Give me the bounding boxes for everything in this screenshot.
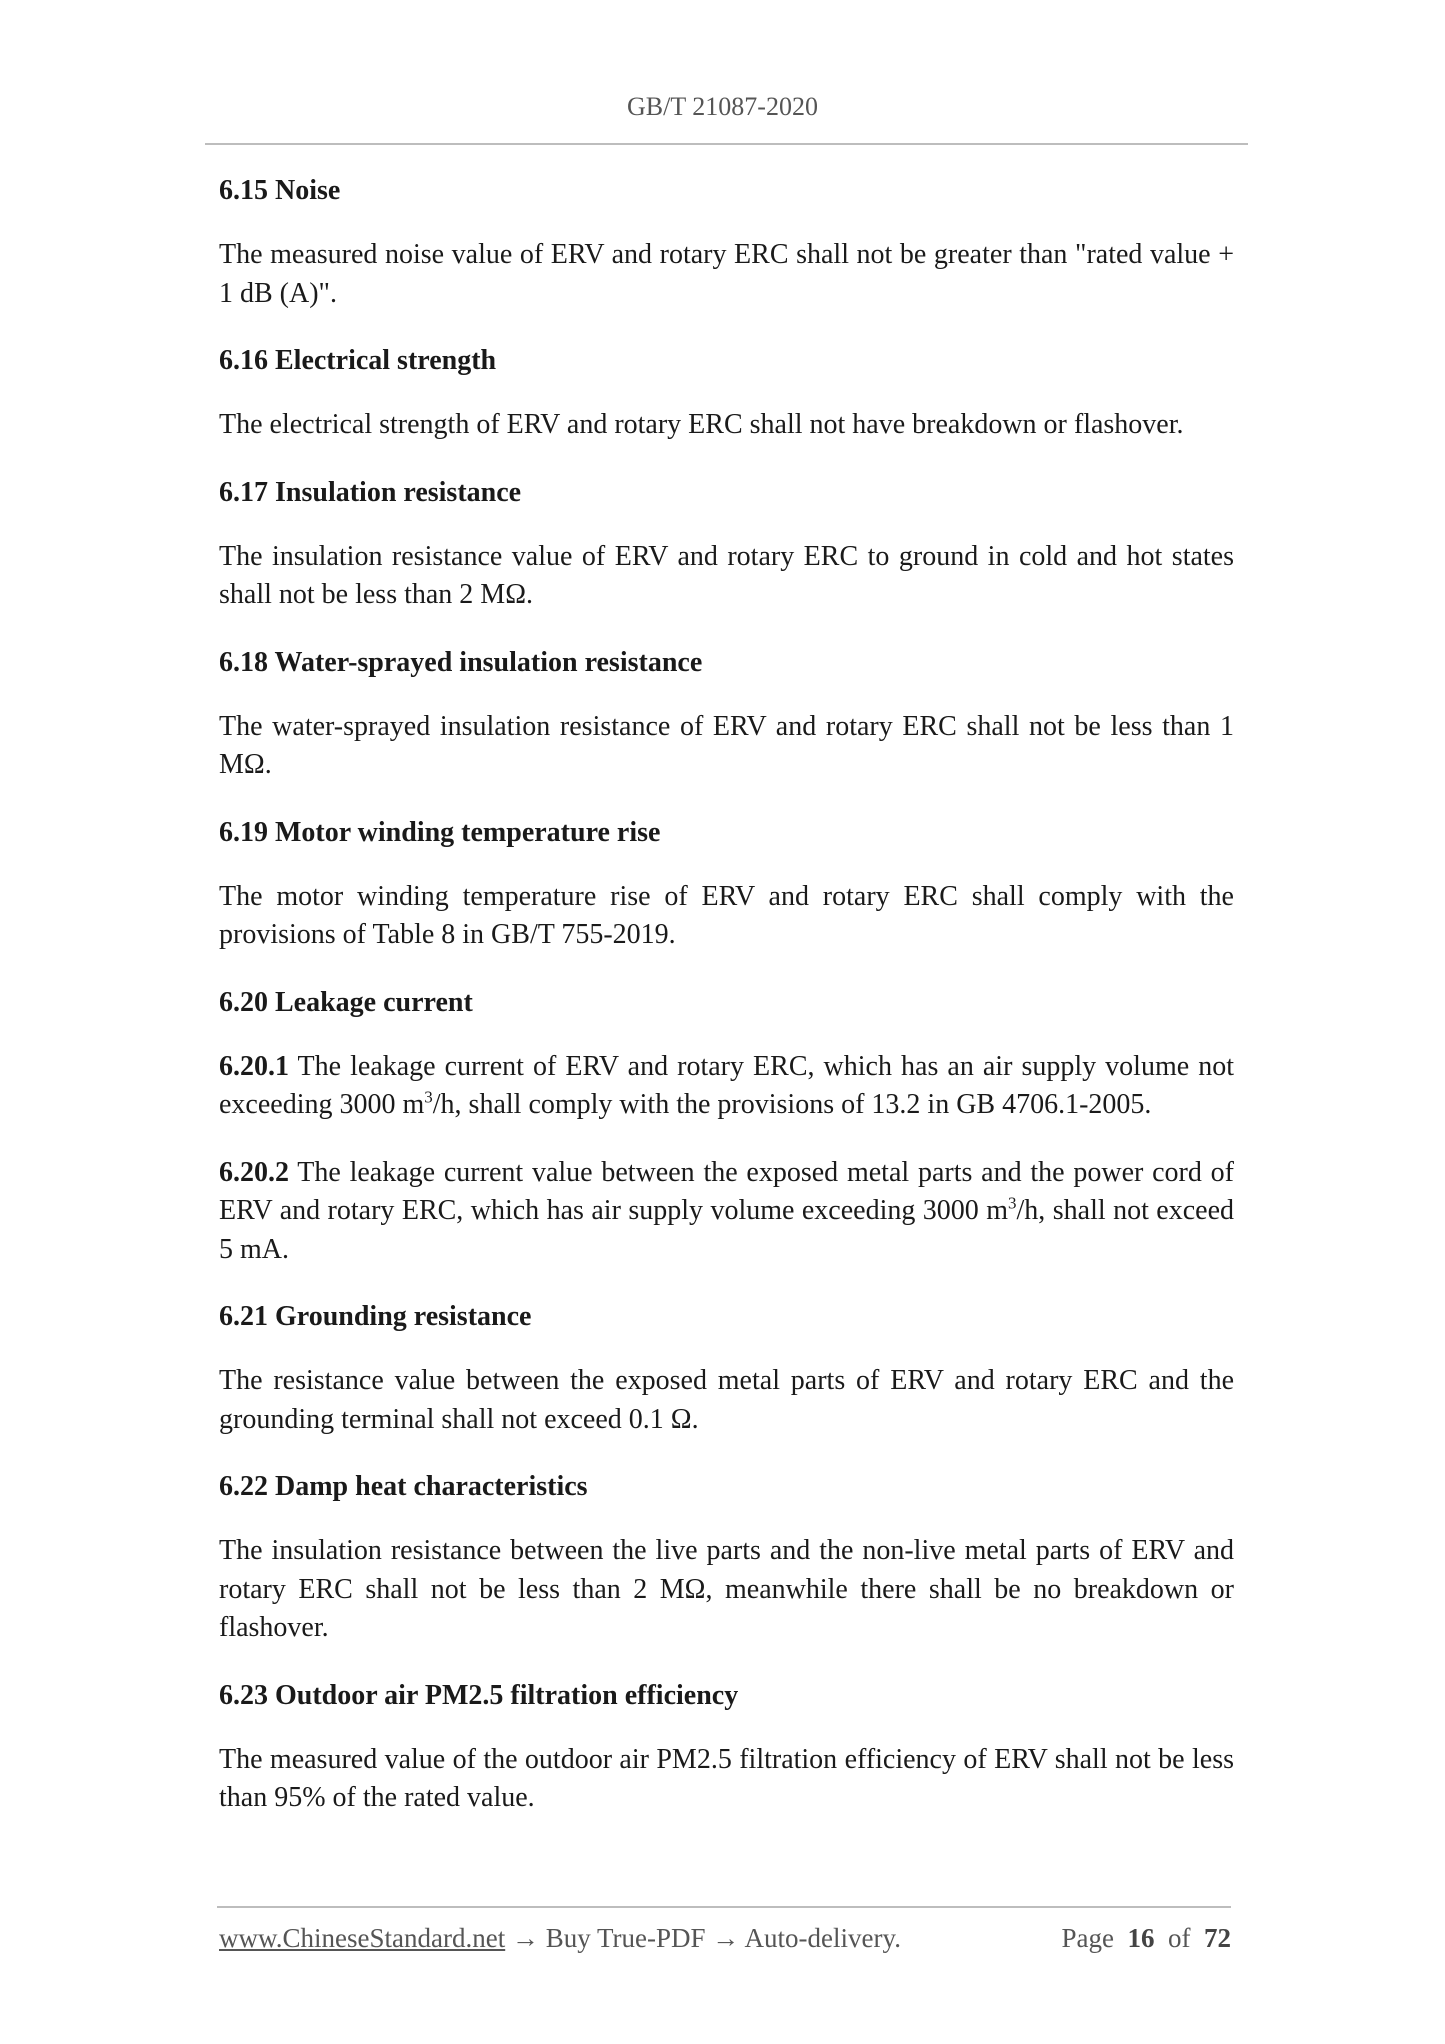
arrow-right-icon: → — [712, 1923, 740, 1953]
section-6-18 — [219, 644, 1234, 785]
subclause-text: The leakage current value between the exposed metal parts and the power cord of ERV and rotary ERC, which has air supply volume exceeding 3000 m — [219, 1156, 1234, 1226]
section-6-19 — [219, 814, 1234, 955]
website-link[interactable]: www.ChineseStandard.net — [219, 1923, 506, 1953]
section-heading: 6.15 Noise — [219, 175, 341, 206]
section-heading: 6.18 Water-sprayed insulation resistance — [219, 646, 703, 678]
section-paragraph: The insulation resistance between the live parts and the non-live metal parts of ERV and rotary ERC shall not be less than 2 MΩ, meanwhile there shall be no breakdown or flashover. — [219, 1535, 1234, 1643]
header-divider — [205, 143, 1248, 145]
of-label: of — [1168, 1923, 1191, 1953]
section-heading: 6.16 Electrical strength — [219, 345, 497, 376]
section-paragraph: The measured value of the outdoor air PM2.5 filtration efficiency of ERV shall not be less than 95% of the rated value. — [219, 1743, 1234, 1813]
current-page: 16 — [1127, 1923, 1155, 1953]
superscript: 3 — [1008, 1193, 1017, 1213]
buy-true-pdf-text: Buy True-PDF — [545, 1923, 706, 1953]
subclause-6-20-1 — [219, 1048, 1234, 1125]
section-heading: 6.17 Insulation resistance — [219, 476, 522, 508]
section-paragraph: The motor winding temperature rise of ERV and rotary ERC shall comply with the provisions of Table 8 in GB/T 755-2019. — [219, 880, 1234, 950]
subclause-text: /h, shall not exceed 5 mA. — [219, 1195, 1234, 1265]
section-6-23 — [219, 1677, 1234, 1818]
total-pages: 72 — [1204, 1923, 1231, 1953]
section-6-15 — [219, 172, 1234, 313]
section-6-22 — [219, 1468, 1234, 1648]
section-paragraph: The insulation resistance value of ERV and rotary ERC to ground in cold and hot states shall not be less than 2 MΩ. — [219, 540, 1234, 610]
page-label: Page — [1061, 1923, 1114, 1953]
footer-divider — [217, 1906, 1231, 1908]
section-paragraph: The water-sprayed insulation resistance of ERV and rotary ERC shall not be less than 1 MΩ. — [219, 710, 1234, 780]
section-heading: 6.22 Damp heat characteristics — [219, 1471, 588, 1502]
section-heading: 6.20 Leakage current — [219, 986, 473, 1018]
section-paragraph: The resistance value between the exposed metal parts of ERV and rotary ERC and the grounding terminal shall not exceed 0.1 Ω. — [219, 1365, 1234, 1435]
section-paragraph: The measured noise value of ERV and rotary ERC shall not be greater than "rated value + 1 dB (A)". — [219, 239, 1234, 309]
subclause-6-20-2 — [219, 1154, 1234, 1270]
superscript: 3 — [424, 1087, 433, 1107]
section-6-20 — [219, 984, 1234, 1270]
footer-links — [219, 1923, 901, 1954]
subclause-text: The leakage current of ERV and rotary ERC, which has an air supply volume not exceeding 3000 m — [219, 1050, 1234, 1120]
subclause-text: /h, shall comply with the provisions of 13.2 in GB 4706.1-2005. — [432, 1089, 1152, 1120]
section-6-17 — [219, 474, 1234, 615]
section-6-16 — [219, 342, 1234, 445]
section-heading: 6.21 Grounding resistance — [219, 1301, 532, 1332]
page-footer — [219, 1923, 1231, 1963]
arrow-right-icon: → — [511, 1923, 539, 1953]
subclause-number: 6.20.1 — [219, 1050, 289, 1082]
document-body — [219, 172, 1234, 1847]
section-heading: 6.19 Motor winding temperature rise — [219, 816, 661, 848]
page-number — [1062, 1923, 1231, 1954]
section-heading: 6.23 Outdoor air PM2.5 filtration efficiency — [219, 1679, 739, 1711]
page-header-title: GB/T 21087-2020 — [627, 92, 818, 121]
section-paragraph: The electrical strength of ERV and rotary ERC shall not have breakdown or flashover. — [219, 409, 1184, 440]
section-6-21 — [219, 1298, 1234, 1439]
auto-delivery-text: Auto-delivery. — [744, 1923, 901, 1953]
subclause-number: 6.20.2 — [219, 1156, 289, 1188]
